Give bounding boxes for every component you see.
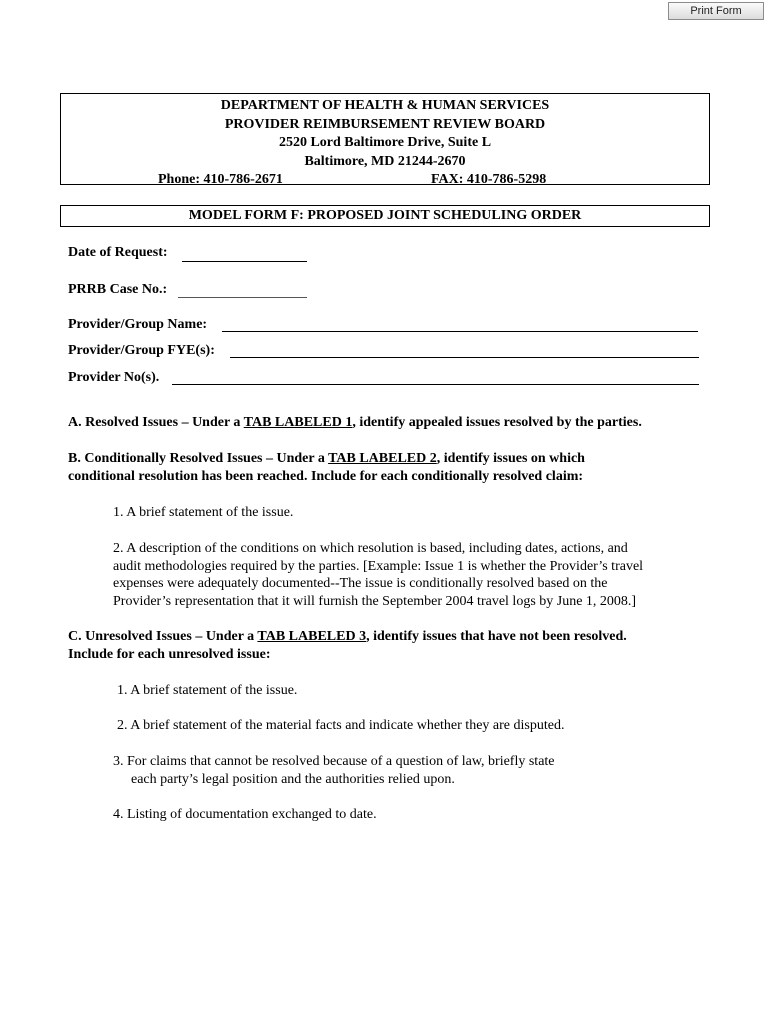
section-c-item-3 — [113, 753, 673, 788]
section-c-prefix: C. Unresolved Issues – Under a — [68, 629, 258, 644]
provider-fye-field[interactable] — [230, 357, 699, 358]
section-b-item-2-line: 2. A description of the conditions on which resolution is based, including dates, actions, and — [113, 541, 628, 556]
section-b-prefix: B. Conditionally Resolved Issues – Under a — [68, 451, 329, 466]
date-of-request-label: Date of Request: — [68, 245, 168, 260]
section-b-item-2-line: Provider’s representation that it will furnish the September 2004 travel logs by June 1, 2008.] — [113, 593, 637, 609]
header-phone: Phone: 410-786-2671 — [158, 172, 283, 187]
header-department: DEPARTMENT OF HEALTH & HUMAN SERVICES — [220, 98, 550, 113]
section-b-tab: TAB LABELED 2 — [328, 451, 437, 466]
header-contact-row — [61, 171, 709, 189]
section-a-prefix: A. Resolved Issues – Under a — [68, 415, 244, 430]
section-c-suffix: , identify issues that have not been resolved. — [366, 629, 627, 644]
header-city: Baltimore, MD 21244-2670 — [304, 153, 466, 169]
print-form-button[interactable]: Print Form — [668, 2, 764, 20]
section-b-item-1: 1. A brief statement of the issue. — [113, 505, 294, 520]
form-title: MODEL FORM F: PROPOSED JOINT SCHEDULING ORDER — [60, 205, 710, 227]
agency-header — [60, 93, 710, 185]
section-b-suffix: , identify issues on which — [436, 451, 585, 466]
section-b-line2: conditional resolution has been reached. Include for each conditionally resolved claim: — [68, 469, 584, 484]
header-board: PROVIDER REIMBURSEMENT REVIEW BOARD — [224, 116, 546, 132]
section-c-item-3-line: 3. For claims that cannot be resolved because of a question of law, briefly state — [113, 754, 555, 769]
section-c-item-4: 4. Listing of documentation exchanged to date. — [113, 807, 377, 822]
section-b-heading — [68, 451, 585, 467]
section-c-item-1: 1. A brief statement of the issue. — [117, 683, 298, 698]
provider-name-field[interactable] — [222, 331, 698, 332]
section-a-heading — [68, 415, 642, 431]
provider-name-label: Provider/Group Name: — [68, 317, 208, 332]
section-b-item-2 — [113, 540, 733, 610]
provider-number-label: Provider No(s). — [68, 370, 160, 385]
date-of-request-field[interactable] — [182, 261, 307, 262]
provider-fye-label: Provider/Group FYE(s): — [68, 343, 215, 358]
section-a-suffix: , identify appealed issues resolved by the parties. — [352, 415, 642, 430]
case-number-label: PRRB Case No.: — [68, 282, 168, 297]
section-b-item-2-line: audit methodologies required by the parties. [Example: Issue 1 is whether the Provider’s travel — [113, 558, 644, 574]
section-c-tab: TAB LABELED 3 — [257, 629, 367, 644]
section-c-heading — [68, 629, 627, 645]
header-address: 2520 Lord Baltimore Drive, Suite L — [278, 135, 492, 150]
section-c-line2: Include for each unresolved issue: — [68, 647, 271, 662]
provider-number-field[interactable] — [172, 384, 699, 385]
header-fax: FAX: 410-786-5298 — [431, 172, 547, 187]
case-number-field[interactable] — [178, 297, 307, 298]
section-c-item-3-line: each party’s legal position and the authorities relied upon. — [131, 771, 455, 787]
section-c-item-2: 2. A brief statement of the material facts and indicate whether they are disputed. — [117, 718, 565, 733]
section-b-item-2-line: expenses were adequately documented--The issue is conditionally resolved based on the — [113, 576, 608, 591]
section-a-tab: TAB LABELED 1 — [243, 415, 353, 430]
